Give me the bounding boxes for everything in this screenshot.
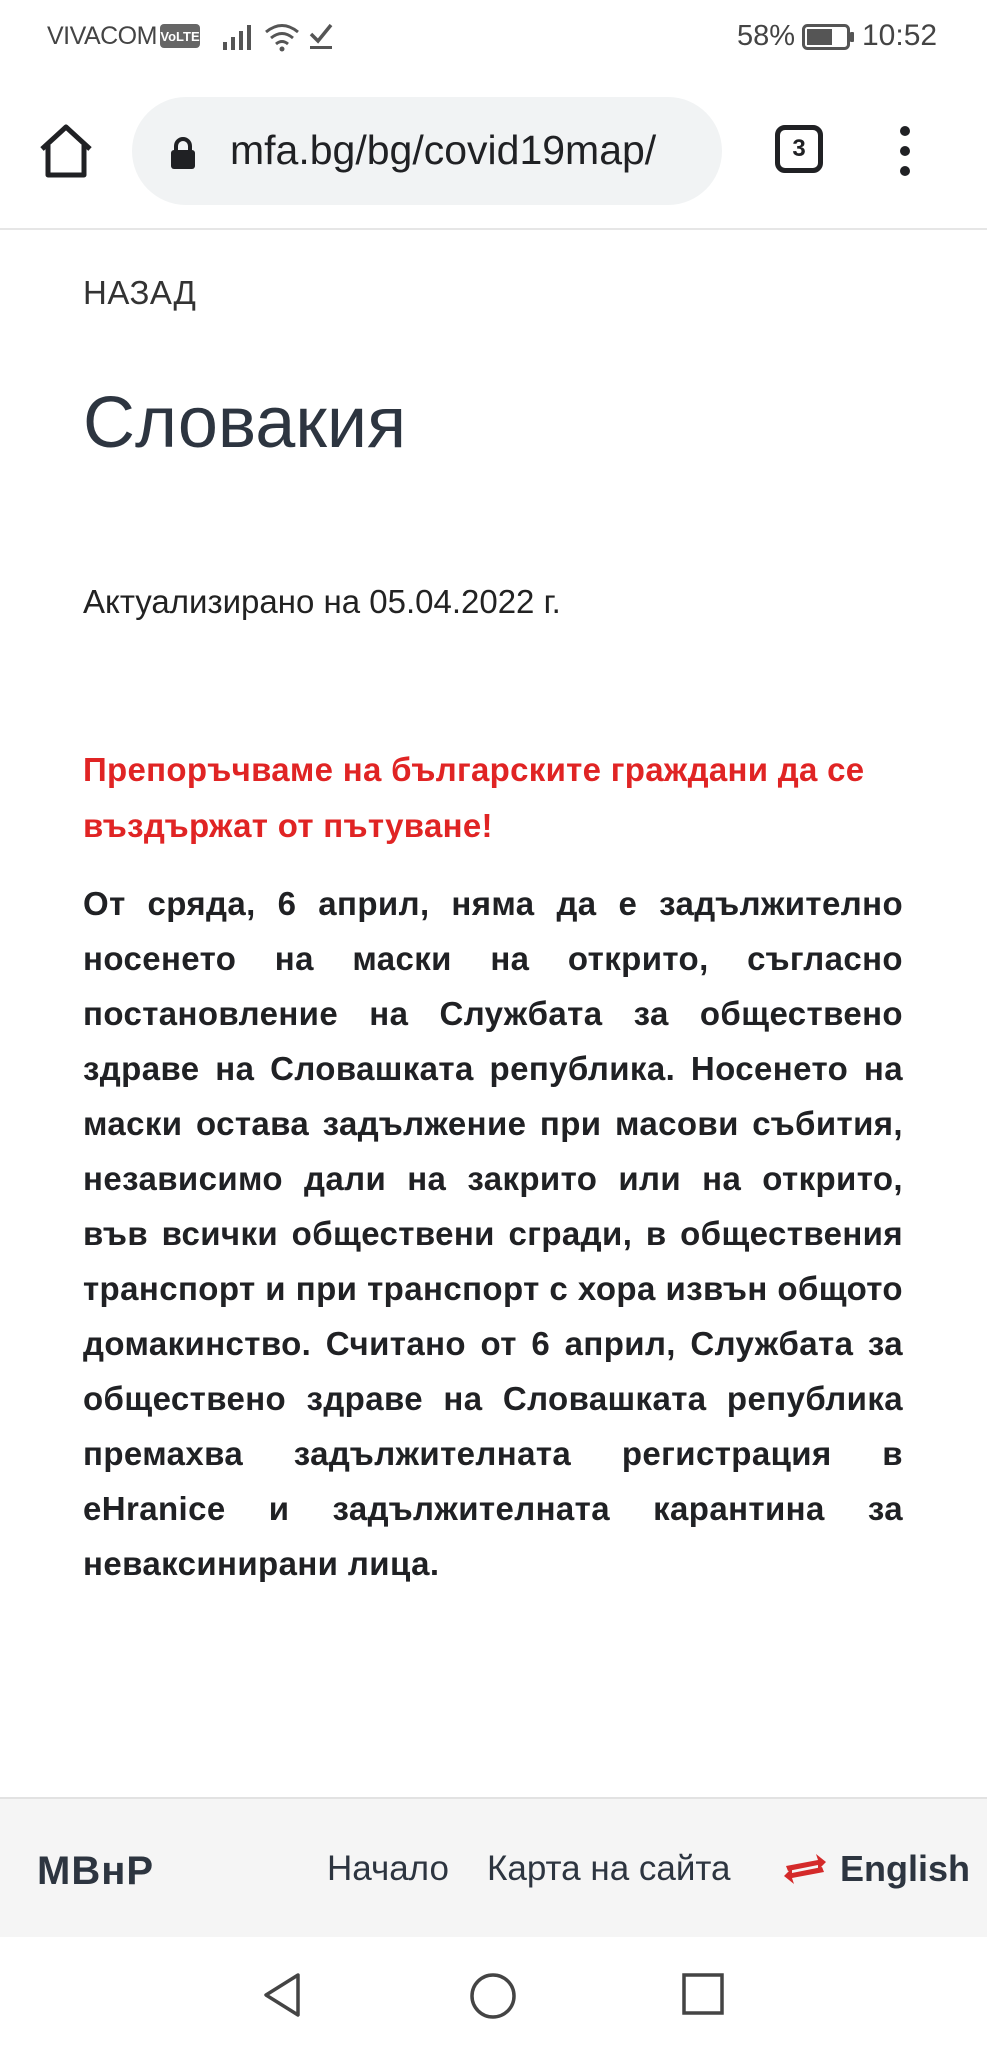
tab-switcher-button[interactable]: 3 <box>775 125 823 173</box>
battery-percent: 58% <box>737 20 796 52</box>
back-link[interactable]: НАЗАД <box>83 274 197 311</box>
brand-logo[interactable]: МВнР <box>37 1849 155 1893</box>
lock-icon <box>168 135 198 171</box>
language-swap-icon <box>782 1852 828 1886</box>
back-triangle-icon[interactable] <box>258 1971 306 2019</box>
browser-toolbar <box>0 75 987 230</box>
recent-apps-icon[interactable] <box>680 1971 726 2017</box>
updated-date: Актуализирано на 05.04.2022 г. <box>83 583 561 620</box>
battery-icon <box>802 24 856 50</box>
footer-nav-home[interactable]: Начало <box>327 1849 449 1888</box>
clock: 10:52 <box>862 19 938 52</box>
wifi-icon <box>264 22 300 52</box>
travel-warning: Препоръчваме на българските граждани да се въздържат от пътуване! <box>83 751 865 844</box>
more-menu-icon[interactable] <box>890 121 920 181</box>
body-paragraph: От сряда, 6 април, няма да е задължително носенето на маски на открито, съгласно постановление на Службата за обществено здраве на Словашката република. Носенето на маски остава задължение при масови събития, независимо дали на закрито или на открито, във всички обществени сгради, в обществения транспорт и при транспорт с хора извън общото домакинство. Считано от 6 април, Службата за обществено здраве на Словашката република премахва задължителната регистрация в eHranice и задължителната карантина за неваксинирани лица. <box>83 885 903 1582</box>
check-icon <box>308 20 334 50</box>
language-label: English <box>840 1848 971 1889</box>
home-circle-icon[interactable] <box>468 1971 518 2021</box>
signal-icon <box>222 22 256 52</box>
home-icon[interactable] <box>36 121 96 181</box>
page-title: Словакия <box>83 383 407 463</box>
carrier-name: VIVACOM <box>47 22 157 50</box>
url-text[interactable]: mfa.bg/bg/covid19map/ <box>230 127 657 173</box>
status-bar <box>0 0 987 75</box>
footer-nav-sitemap[interactable]: Карта на сайта <box>487 1849 731 1888</box>
url-bar[interactable] <box>132 97 722 205</box>
language-switch[interactable] <box>782 1845 970 1893</box>
site-footer <box>0 1797 987 1939</box>
volte-badge: VoLTE <box>160 24 200 48</box>
system-nav-bar <box>0 1937 987 2048</box>
